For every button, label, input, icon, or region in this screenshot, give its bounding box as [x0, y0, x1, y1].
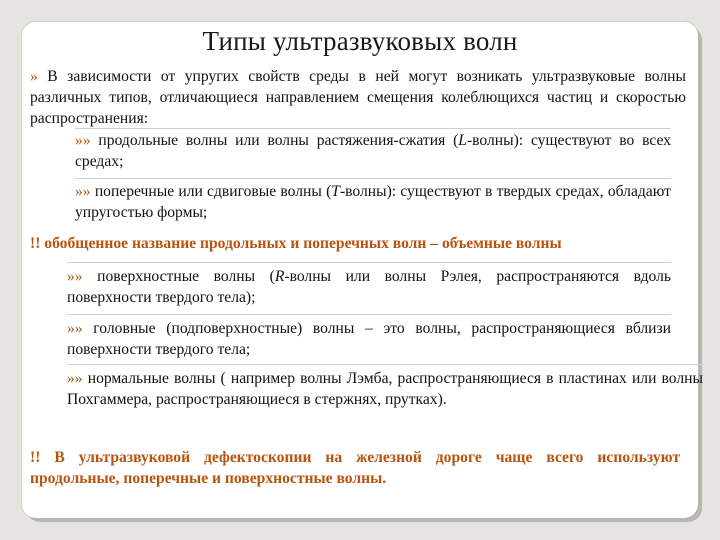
- bullet-marker: »»: [75, 183, 91, 200]
- divider: [67, 262, 671, 263]
- item-text: нормальные волны ( например волны Лэмба, распространяющиеся в пластинах или волны Похгаммера, распространяющиеся в стержнях, прутках).: [67, 370, 704, 408]
- item-text: головные (подповерхностные) волны – это волны, распространяющиеся вблизи поверхности твердого тела;: [67, 320, 671, 358]
- slide-title: Типы ультразвуковых волн: [202, 26, 518, 56]
- note-marker: !!: [30, 235, 41, 252]
- list-item-surface: [67, 266, 671, 308]
- list-item-longitudinal: [75, 130, 671, 172]
- intro-paragraph: [30, 66, 686, 129]
- divider: [67, 314, 671, 315]
- item-text: -волны): существуют в твердых средах, обладают упругостью формы;: [75, 183, 671, 221]
- item-text: -волны или волны Рэлея, распространяются вдоль поверхности твердого тела);: [67, 268, 671, 306]
- bullet-marker: »: [30, 68, 38, 85]
- wave-symbol: R: [274, 268, 285, 285]
- bullet-marker: »»: [67, 268, 83, 285]
- note-railway: [30, 447, 680, 489]
- bullet-marker: »»: [67, 370, 83, 387]
- note-volume-waves: [30, 233, 690, 254]
- note-marker: !!: [30, 449, 41, 466]
- list-item-transverse: [75, 181, 671, 223]
- intro-text: В зависимости от упругих свойств среды в ней могут возникать ультразвуковые волны различных типов, отличающиеся направлением смещения колеблющихся частиц и скоростью распространения:: [30, 68, 686, 127]
- note-text: В ультразвуковой дефектоскопии на железной дороге чаще всего используют продольные, поперечные и поверхностные волны.: [30, 449, 681, 487]
- item-text: поперечные или сдвиговые волны (: [94, 183, 332, 200]
- wave-symbol: T: [331, 183, 340, 200]
- wave-symbol: L: [458, 132, 467, 149]
- bullet-marker: »»: [67, 320, 83, 337]
- divider: [75, 178, 671, 179]
- bullet-marker: »»: [75, 132, 91, 149]
- divider: [75, 128, 671, 129]
- item-text: продольные волны или волны растяжения-сжатия (: [98, 132, 459, 149]
- item-text: -волны): существуют во всех средах;: [75, 132, 671, 170]
- divider: [67, 364, 703, 365]
- list-item-normal: [67, 368, 703, 410]
- note-text: обобщенное название продольных и поперечных волн – объемные волны: [44, 235, 562, 252]
- item-text: поверхностные волны (: [97, 268, 275, 285]
- list-item-head: [67, 318, 671, 360]
